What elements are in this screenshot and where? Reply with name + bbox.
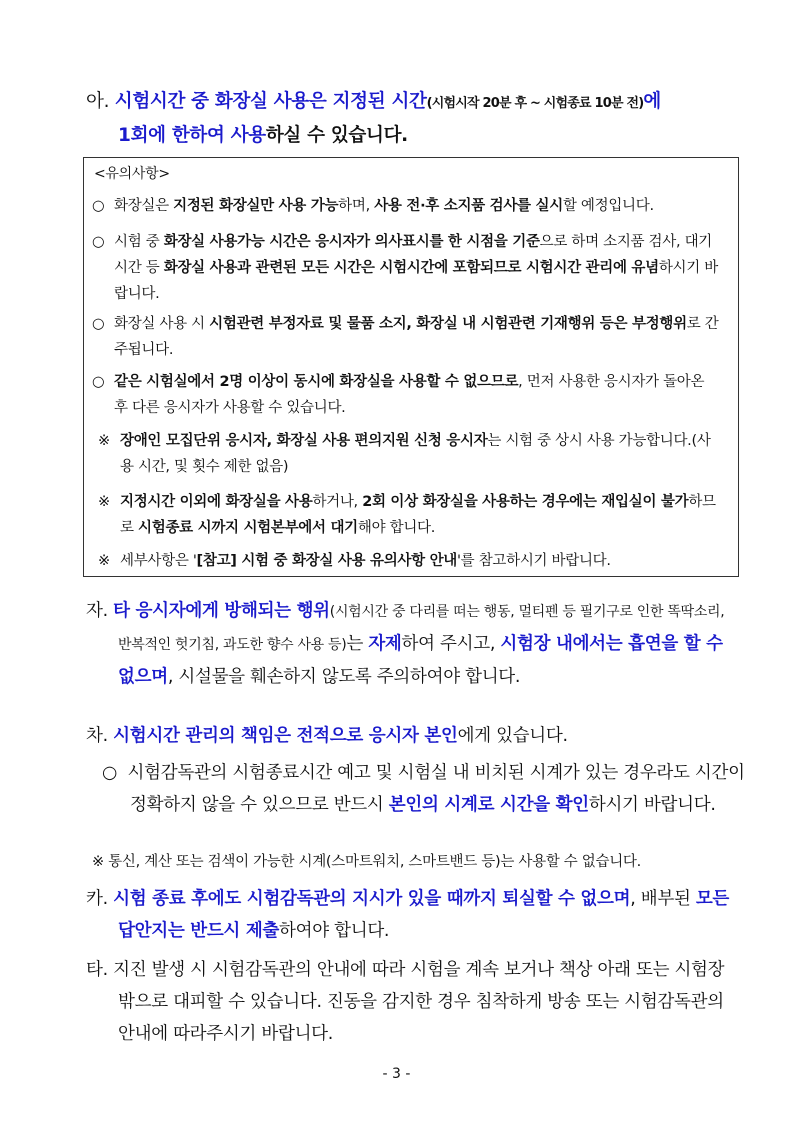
bold-text: 지정시간 이외에 화장실을 사용 — [120, 494, 313, 510]
text: 할 예정입니다. — [562, 198, 654, 214]
text: 통신, 계산 또는 검색이 가능한 시계(스마트워치, 스마트밴드 등)는 사용할 수 없습니다. — [108, 854, 641, 870]
bold-text: 화장실 사용과 관련된 모든 시간은 시험시간에 포함되므로 시험시간 관리에 유념 — [163, 260, 659, 276]
reference-mark-icon: ※ — [98, 494, 110, 510]
reference-mark-icon: ※ — [98, 553, 110, 569]
text: 에게 있습니다. — [457, 726, 568, 746]
text: 하여야 합니다. — [279, 921, 390, 941]
section-a-limit: 1회에 한하여 사용 — [118, 125, 266, 146]
notice-item-4 — [92, 369, 722, 421]
section-ja-examples: (시험시간 중 다리를 떠는 행동, 멀티펜 등 필기구로 인한 똑딱소리, 반복적인 헛기침, 과도한 향수 사용 등) — [118, 604, 725, 653]
section-cha-marker: 차. — [86, 726, 108, 746]
notice-note-2 — [98, 489, 722, 541]
text: 하여 주시고, — [401, 634, 501, 654]
bold-text: 지정된 화장실만 사용 가능 — [173, 198, 339, 214]
section-ja-heading: 타 응시자에게 방해되는 행위 — [113, 601, 330, 621]
section-ka-heading: 시험 종료 후에도 시험감독관의 지시가 있을 때까지 퇴실할 수 없으며 — [113, 889, 631, 909]
section-a-heading-end: 에 — [643, 91, 661, 112]
notice-note-1 — [98, 428, 722, 480]
bold-text: 같은 시험실에서 2명 이상이 동시에 화장실을 사용할 수 없으므로 — [114, 374, 519, 390]
section-ja — [86, 595, 730, 693]
text: , 시설물을 훼손하지 않도록 주의하여야 합니다. — [167, 667, 521, 687]
text: 하시기 바랍니다. — [114, 260, 718, 302]
bold-text: 2회 이상 화장실을 사용하는 경우에는 재입실이 불가 — [362, 494, 689, 510]
section-ja-marker: 자. — [86, 601, 108, 621]
text: 하시기 바랍니다. — [588, 795, 716, 815]
section-cha-heading: 시험시간 관리의 책임은 전적으로 응시자 본인 — [113, 726, 458, 746]
section-a-rest: 하실 수 있습니다. — [265, 125, 408, 146]
section-a-time-range: (시험시작 20분 후 ~ 시험종료 10분 전) — [426, 96, 644, 111]
section-cha — [86, 720, 726, 752]
text: 지진 발생 시 시험감독관의 안내에 따라 시험을 계속 보거나 책상 아래 또는 시험장 밖으로 대피할 수 있습니다. 진동을 감지한 경우 침착하게 방송 또는 시험감독관의 안내에 따라주시기 바랍니다. — [113, 960, 725, 1044]
notice-note-3 — [98, 548, 722, 574]
bold-text: 시험관련 부정자료 및 물품 소지, 화장실 내 시험관련 기재행위 등은 부정행위 — [209, 316, 687, 332]
text: 는 — [346, 634, 369, 654]
text: 세부사항은 ' — [120, 553, 197, 569]
section-ja-no-smoking: 시험장 내에서는 흡연을 할 수 없으며 — [118, 634, 723, 687]
circle-bullet-icon: ○ — [92, 374, 105, 390]
circle-bullet-icon: ○ — [102, 763, 117, 783]
bold-text: 사용 전·후 소지품 검사를 실시 — [374, 198, 563, 214]
notice-item-1 — [92, 193, 722, 219]
text: 시험 중 — [114, 234, 164, 250]
text: 화장실은 — [114, 198, 174, 214]
text: , 배부된 — [630, 889, 696, 909]
notice-title: <유의사항> — [94, 166, 170, 182]
text: 해야 합니다. — [357, 520, 436, 536]
bold-text: 화장실 사용가능 시간은 응시자가 의사표시를 한 시점을 기준 — [163, 234, 540, 250]
reference-mark-icon: ※ — [92, 854, 104, 870]
circle-bullet-icon: ○ — [92, 234, 105, 250]
circle-bullet-icon: ○ — [92, 316, 105, 332]
section-a-heading: 시험시간 중 화장실 사용은 지정된 시간 — [114, 91, 427, 112]
text: 하며, — [338, 198, 375, 214]
text: 는 시험 중 상시 사용 가능합니다.(사용 시간, 및 횟수 제한 없음) — [120, 433, 711, 475]
section-ta — [86, 954, 730, 1050]
section-ja-refrain: 자제 — [368, 634, 402, 654]
notice-item-2 — [92, 229, 722, 307]
text: '를 참고하시기 바랍니다. — [457, 553, 611, 569]
bold-text: [참고] 시험 중 화장실 사용 유의사항 안내 — [196, 553, 457, 569]
notice-item-3 — [92, 311, 722, 363]
section-ka — [86, 883, 738, 947]
section-cha-note — [92, 846, 732, 878]
section-cha-sub — [102, 757, 750, 821]
text: 하므로 — [120, 494, 716, 536]
circle-bullet-icon: ○ — [92, 198, 105, 214]
text: 로 간주됩니다. — [114, 316, 719, 358]
text: 시험감독관의 시험종료시간 예고 및 시험실 내 비치된 시계가 있는 경우라도 시간이 정확하지 않을 수 있으므로 반드시 — [127, 763, 745, 815]
bold-text: 장애인 모집단위 응시자, 화장실 사용 편의지원 신청 응시자 — [120, 433, 488, 449]
section-a — [86, 86, 736, 152]
section-ka-marker: 카. — [86, 889, 108, 909]
notice-box — [83, 157, 739, 577]
section-cha-check-watch: 본인의 시계로 시간을 확인 — [388, 795, 589, 815]
bold-text: 시험종료 시까지 시험본부에서 대기 — [138, 520, 358, 536]
text: , 먼저 사용한 응시자가 돌아온 후 다른 응시자가 사용할 수 있습니다. — [114, 374, 705, 416]
section-a-marker: 아. — [86, 91, 110, 112]
text: 하거나, — [312, 494, 363, 510]
section-ka-submit: 모든 답안지는 반드시 제출 — [118, 889, 730, 941]
reference-mark-icon: ※ — [98, 433, 110, 449]
page-number: - 3 - — [382, 1066, 411, 1082]
section-ta-marker: 타. — [86, 960, 108, 980]
text: 화장실 사용 시 — [114, 316, 210, 332]
text: 으로 하며 소지품 검사, 대기시간 등 — [114, 234, 712, 276]
